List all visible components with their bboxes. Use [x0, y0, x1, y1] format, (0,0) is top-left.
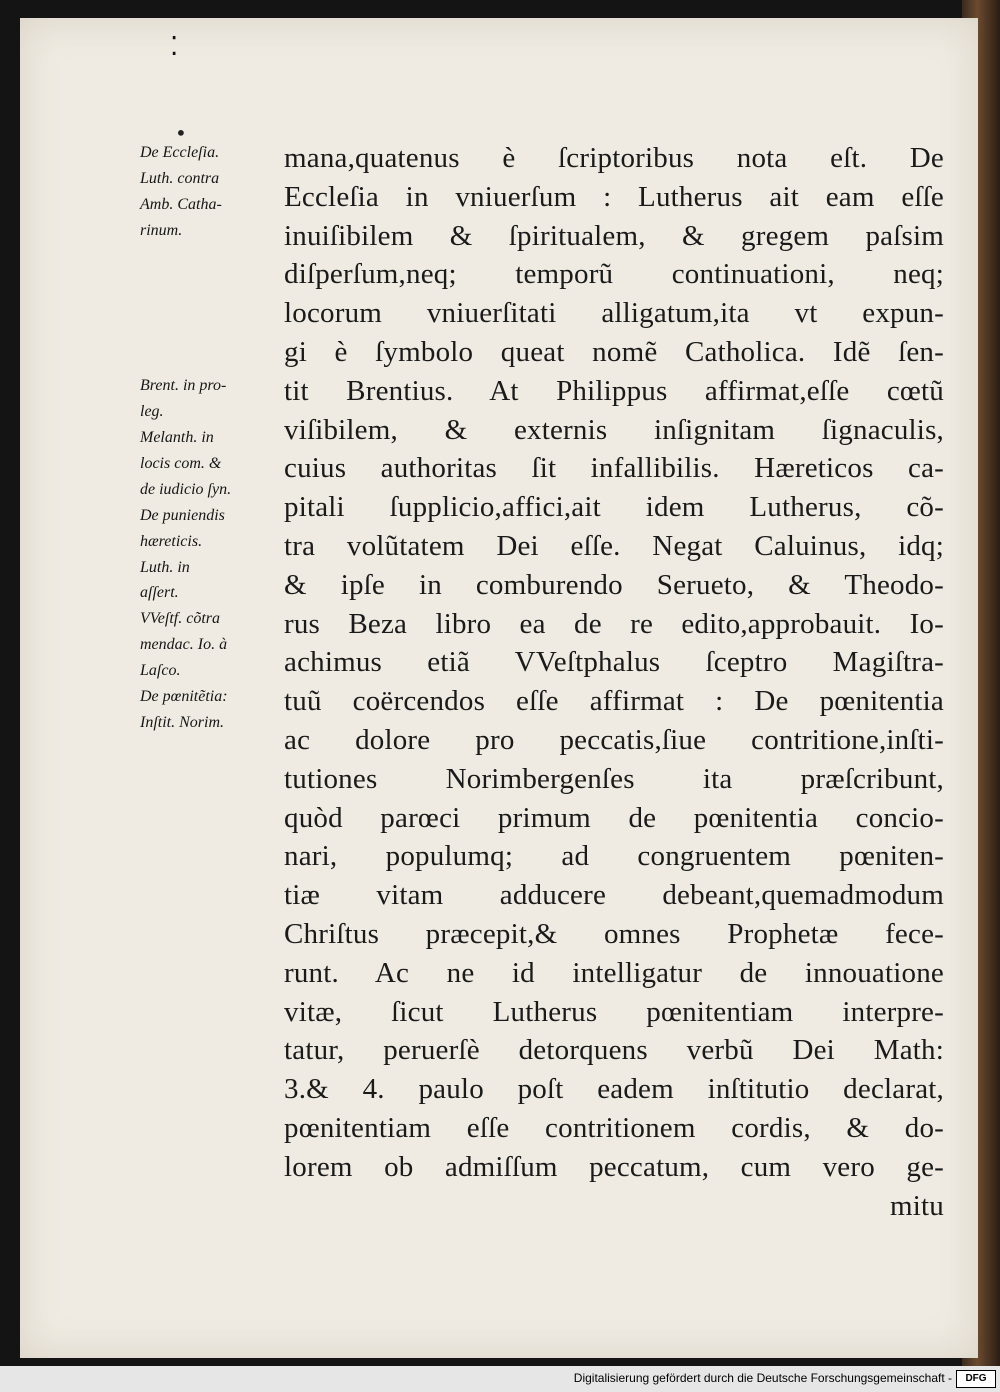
margin-note: Luth. contra: [140, 169, 220, 187]
margin-note: [140, 244, 290, 270]
text-line: ac dolore pro peccatis,ſiue contritione,inſti-: [284, 723, 944, 756]
text-line: rus Beza libro ea de re edito,approbauit. Io-: [284, 607, 944, 640]
margin-note: hæreticis.: [140, 532, 203, 550]
text-line: Eccleſia in vniuerſum : Lutherus ait eam eſſe: [284, 180, 944, 213]
text-line: Chriſtus præcepit,& omnes Prophetæ fece-: [284, 917, 944, 950]
text-line: lorem ob admiſſum peccatum, cum vero ge-: [284, 1150, 944, 1183]
text-line: runt. Ac ne id intelligatur de innouatione: [284, 956, 944, 989]
margin-note: rinum.: [140, 221, 183, 239]
text-line: diſperſum,neq; temporũ continuationi, neq;: [284, 258, 944, 291]
margin-note: aſſert.: [140, 584, 179, 602]
margin-note: De Eccleſia.: [140, 144, 220, 161]
text-line: pœnitentiam eſſe contritionem cordis, & do-: [284, 1111, 944, 1144]
text-line: inuiſibilem & ſpiritualem, & gregem paſsim: [284, 219, 944, 252]
margin-note: locis com. &: [140, 454, 222, 472]
footer-bar: [0, 1366, 1000, 1392]
margin-note: Amb. Catha-: [140, 195, 222, 213]
margin-note: Brent. in pro-: [140, 377, 227, 395]
text-line: vitæ, ſicut Lutherus pœnitentiam interpre-: [284, 995, 944, 1028]
dfg-logo: DFG: [956, 1370, 996, 1388]
margin-note: Laſco.: [140, 662, 181, 680]
page-mark: ⁚: [170, 32, 177, 62]
text-line: mana,quatenus è ſcriptoribus nota eſt. De: [284, 142, 944, 174]
text-line: achimus etiã VVeſtphalus ſceptro Magiſtra-: [284, 646, 944, 679]
margin-note: mendac. Io. à: [140, 636, 228, 654]
text-line: tutiones Norimbergenſes ita præſcribunt,: [284, 762, 944, 795]
margin-note: De puniendis: [140, 506, 225, 524]
text-line: cuius authoritas ſit infallibilis. Hæreticos ca-: [284, 452, 944, 485]
margin-notes: [140, 140, 290, 736]
margin-note: leg.: [140, 403, 164, 421]
text-line: tuũ coërcendos eſſe affirmat : De pœnitentia: [284, 685, 944, 718]
margin-note: De pœnitẽtia:: [140, 688, 228, 706]
margin-note: [140, 347, 290, 373]
margin-note: Melanth. in: [140, 428, 214, 446]
text-line: quòd parœci primum de pœnitentia concio-: [284, 801, 944, 834]
margin-note: [140, 295, 290, 321]
margin-note: [140, 321, 290, 347]
book-page: [20, 18, 978, 1358]
text-line: nari, populumq; ad congruentem pœniten-: [284, 840, 944, 873]
main-text-block: [284, 139, 944, 1225]
side-dot: •: [175, 121, 187, 145]
text-line: 3.& 4. paulo poſt eadem inſtitutio declarat,: [284, 1073, 944, 1106]
text-line: gi è ſymbolo queat nomẽ Catholica. Idẽ ſen-: [284, 335, 944, 368]
text-line: tatur, peruerſè detorquens verbũ Dei Math:: [284, 1034, 944, 1067]
margin-note: VVeſtf. cõtra: [140, 610, 220, 628]
text-line: locorum vniuerſitati alligatum,ita vt expun-: [284, 297, 944, 330]
text-line: tit Brentius. At Philippus affirmat,eſſe cœtũ: [284, 374, 944, 407]
text-line: mitu: [890, 1189, 944, 1222]
margin-note: Inſtit. Norim.: [140, 713, 225, 731]
text-line: tra volũtatem Dei eſſe. Negat Caluinus, idq;: [284, 529, 944, 562]
text-line: viſibilem, & externis inſignitam ſignaculis,: [284, 413, 944, 446]
text-line: tiæ vitam adducere debeant,quemadmodum: [284, 879, 944, 912]
margin-note: Luth. in: [140, 558, 190, 576]
margin-note: [140, 270, 290, 296]
text-line: pitali ſupplicio,affici,ait idem Lutherus, cõ-: [284, 491, 944, 524]
footer-credit: Digitalisierung gefördert durch die Deutsche Forschungsgemeinschaft -: [573, 1371, 952, 1385]
margin-note: de iudicio ſyn.: [140, 480, 232, 498]
text-line: & ipſe in comburendo Serueto, & Theodo-: [284, 568, 944, 601]
